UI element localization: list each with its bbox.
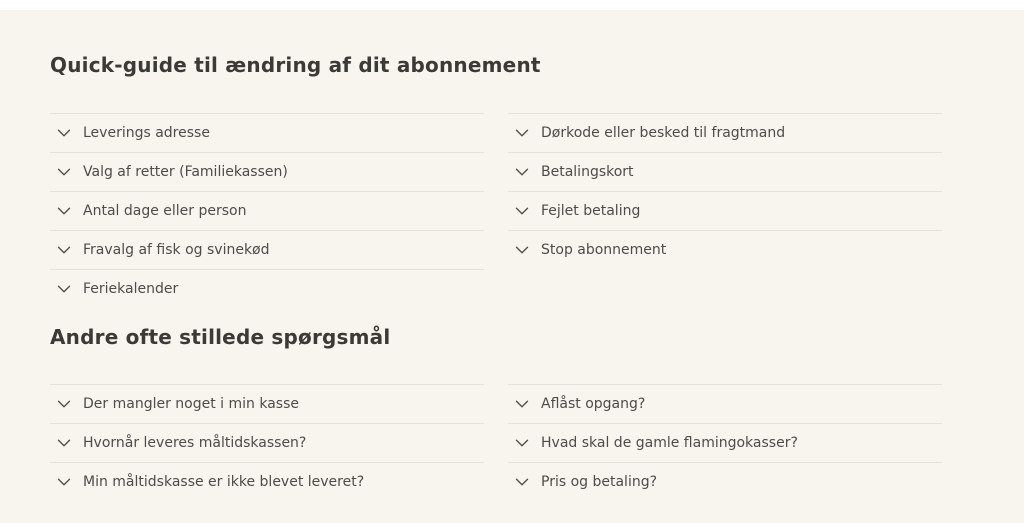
accordion-item[interactable] bbox=[50, 152, 484, 191]
accordion-item-label: Hvornår leveres måltidskassen? bbox=[83, 435, 307, 451]
accordion-item-label: Hvad skal de gamle flamingokasser? bbox=[541, 435, 798, 451]
faq-container bbox=[0, 10, 943, 501]
chevron-down-icon bbox=[57, 400, 71, 408]
accordion-item[interactable] bbox=[50, 269, 484, 308]
accordion-item-label: Stop abonnement bbox=[541, 242, 667, 258]
faq-column-left bbox=[50, 384, 484, 501]
accordion-item-label: Aflåst opgang? bbox=[541, 396, 646, 412]
accordion-item[interactable] bbox=[508, 152, 942, 191]
chevron-down-icon bbox=[515, 439, 529, 447]
chevron-down-icon bbox=[515, 478, 529, 486]
faq-column-right bbox=[508, 113, 942, 308]
accordion-item[interactable] bbox=[50, 384, 484, 423]
chevron-down-icon bbox=[57, 285, 71, 293]
section-title-quick-guide: Quick-guide til ændring af dit abonnement bbox=[50, 53, 541, 77]
chevron-down-icon bbox=[57, 478, 71, 486]
accordion-item[interactable] bbox=[50, 191, 484, 230]
chevron-down-icon bbox=[515, 246, 529, 254]
chevron-down-icon bbox=[515, 168, 529, 176]
accordion-item-label: Min måltidskasse er ikke blevet leveret? bbox=[83, 474, 365, 490]
accordion-item[interactable] bbox=[508, 230, 942, 269]
chevron-down-icon bbox=[515, 400, 529, 408]
accordion-item[interactable] bbox=[508, 423, 942, 462]
chevron-down-icon bbox=[515, 129, 529, 137]
accordion-item-label: Dørkode eller besked til fragtmand bbox=[541, 125, 786, 141]
top-white-strip bbox=[0, 0, 1024, 10]
accordion-item-label: Fejlet betaling bbox=[541, 203, 641, 219]
chevron-down-icon bbox=[57, 168, 71, 176]
chevron-down-icon bbox=[57, 207, 71, 215]
accordion-item[interactable] bbox=[50, 230, 484, 269]
faq-column-left bbox=[50, 113, 484, 308]
accordion-item-label: Der mangler noget i min kasse bbox=[83, 396, 299, 412]
accordion-item-label: Pris og betaling? bbox=[541, 474, 658, 490]
chevron-down-icon bbox=[515, 207, 529, 215]
faq-column-right bbox=[508, 384, 942, 501]
accordion-item-label: Betalingskort bbox=[541, 164, 634, 180]
chevron-down-icon bbox=[57, 439, 71, 447]
accordion-item-label: Antal dage eller person bbox=[83, 203, 247, 219]
faq-grid-quick-guide bbox=[50, 113, 943, 308]
section-title-other-questions: Andre ofte stillede spørgsmål bbox=[50, 325, 391, 349]
accordion-item[interactable] bbox=[508, 462, 942, 501]
chevron-down-icon bbox=[57, 129, 71, 137]
accordion-item-label: Valg af retter (Familiekassen) bbox=[83, 164, 288, 180]
accordion-item[interactable] bbox=[50, 113, 484, 152]
faq-page-background bbox=[0, 10, 1024, 523]
accordion-item[interactable] bbox=[508, 113, 942, 152]
accordion-item[interactable] bbox=[50, 423, 484, 462]
accordion-item[interactable] bbox=[508, 384, 942, 423]
accordion-item-label: Feriekalender bbox=[83, 281, 179, 297]
accordion-item-label: Fravalg af fisk og svinekød bbox=[83, 242, 270, 258]
faq-grid-other-questions bbox=[50, 384, 943, 501]
accordion-item-label: Leverings adresse bbox=[83, 125, 210, 141]
accordion-item[interactable] bbox=[508, 191, 942, 230]
accordion-item[interactable] bbox=[50, 462, 484, 501]
chevron-down-icon bbox=[57, 246, 71, 254]
